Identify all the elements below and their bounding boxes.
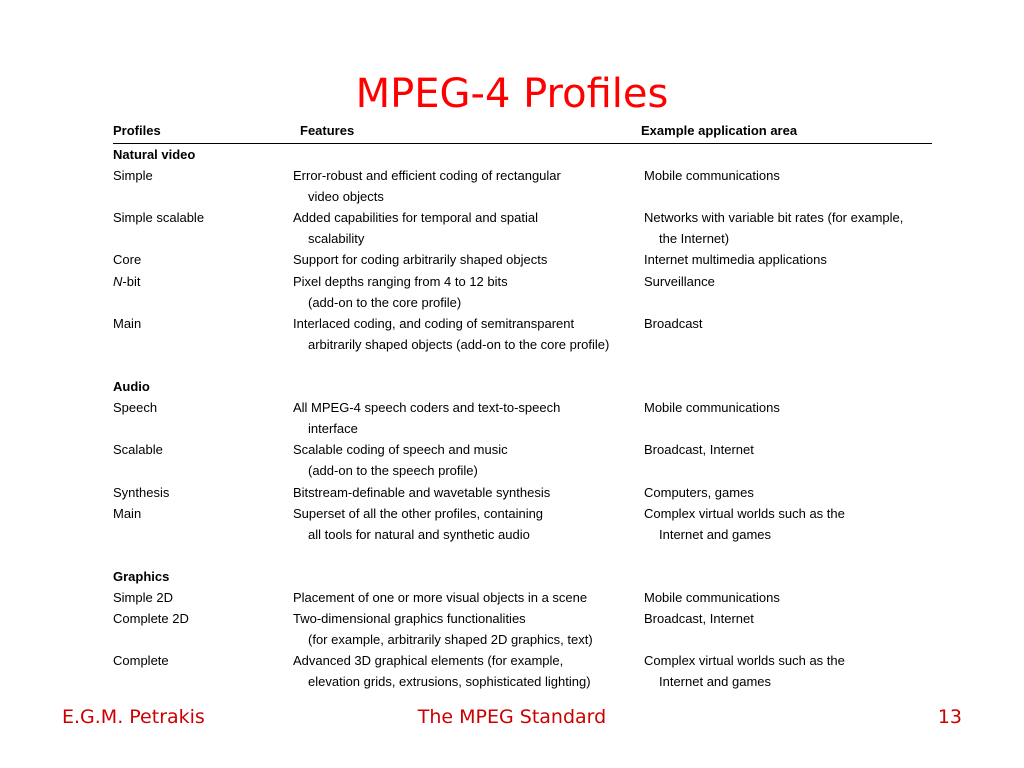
table-row: [113, 249, 932, 270]
application-line: the Internet): [659, 231, 730, 247]
section-heading-row: [113, 376, 932, 397]
application-line: Broadcast, Internet: [644, 442, 754, 458]
application-area: [644, 482, 754, 503]
application-area: [644, 249, 827, 270]
profile-name-text: -bit: [122, 273, 141, 289]
table-row: [113, 397, 932, 439]
profile-name: [113, 608, 189, 629]
header-profiles: Profiles: [113, 123, 161, 138]
table-row: [113, 608, 932, 650]
features-line: Superset of all the other profiles, containing: [293, 505, 544, 521]
profile-name: [113, 249, 141, 270]
profile-name: [113, 313, 141, 334]
profile-name-text: Core: [113, 252, 142, 268]
profile-name: [113, 397, 157, 418]
application-area: [644, 397, 780, 418]
application-line: Complex virtual worlds such as the: [644, 505, 845, 521]
profile-name: [113, 503, 141, 524]
section-heading: Audio: [113, 379, 150, 395]
section-heading-row: [113, 144, 932, 165]
application-line: Broadcast: [644, 315, 703, 331]
table-row: [113, 587, 932, 608]
header-features: Features: [300, 123, 355, 138]
table-row: [113, 650, 932, 692]
table-row: [113, 503, 932, 545]
application-line: Broadcast, Internet: [644, 611, 754, 627]
application-line: Complex virtual worlds such as the: [644, 653, 845, 669]
application-area: [644, 207, 903, 249]
application-line: Computers, games: [644, 484, 754, 500]
section-spacer: [113, 545, 932, 566]
profile-features: [293, 249, 547, 270]
features-line: Error-robust and efficient coding of rectangular: [293, 168, 561, 184]
application-area: [644, 271, 715, 292]
profile-features: [293, 271, 508, 313]
profile-name: [113, 271, 140, 292]
features-line: Interlaced coding, and coding of semitransparent: [293, 315, 575, 331]
profile-name: [113, 482, 169, 503]
features-line: Support for coding arbitrarily shaped objects: [293, 252, 548, 268]
profile-features: [293, 207, 538, 249]
profiles-table: [113, 120, 932, 692]
features-line: elevation grids, extrusions, sophisticated lighting): [308, 674, 591, 690]
profile-name-text: Complete 2D: [113, 611, 189, 627]
section-heading: Graphics: [113, 568, 170, 584]
features-line: (add-on to the speech profile): [308, 463, 478, 479]
application-line: Mobile communications: [644, 400, 780, 416]
profile-name: [113, 165, 153, 186]
profile-features: [293, 439, 508, 481]
profile-name: [113, 439, 163, 460]
profile-name-text: Simple 2D: [113, 589, 173, 605]
table-row: [113, 313, 932, 355]
features-line: video objects: [308, 189, 384, 205]
application-area: [644, 503, 845, 545]
profile-name-text: Simple: [113, 168, 153, 184]
profile-name-italic-part: N: [113, 273, 123, 289]
table-row: [113, 271, 932, 313]
table-header: [113, 120, 932, 144]
profile-features: [293, 482, 550, 503]
footer-author: E.G.M. Petrakis: [62, 706, 205, 728]
profile-name: [113, 650, 169, 671]
profile-name: [113, 587, 173, 608]
application-area: [644, 165, 780, 186]
features-line: (for example, arbitrarily shaped 2D graphics, text): [308, 632, 593, 648]
features-line: scalability: [308, 231, 365, 247]
features-line: (add-on to the core profile): [308, 294, 462, 310]
application-line: Internet multimedia applications: [644, 252, 827, 268]
features-line: arbitrarily shaped objects (add-on to the core profile): [308, 336, 610, 352]
features-line: Bitstream-definable and wavetable synthesis: [293, 484, 551, 500]
section-spacer: [113, 355, 932, 376]
features-line: interface: [308, 421, 358, 437]
profile-features: [293, 650, 591, 692]
profile-features: [293, 165, 561, 207]
features-line: Advanced 3D graphical elements (for example,: [293, 653, 564, 669]
profile-features: [293, 503, 543, 545]
profile-features: [293, 313, 609, 355]
application-area: [644, 439, 754, 460]
application-line: Mobile communications: [644, 589, 780, 605]
profile-name-text: Main: [113, 315, 142, 331]
profile-name-text: Main: [113, 505, 142, 521]
profile-features: [293, 587, 587, 608]
application-line: Networks with variable bit rates (for example,: [644, 210, 904, 226]
table-row: [113, 165, 932, 207]
features-line: Two-dimensional graphics functionalities: [293, 611, 526, 627]
application-area: [644, 587, 780, 608]
profile-name: [113, 207, 204, 228]
section-heading-row: [113, 566, 932, 587]
application-line: Mobile communications: [644, 168, 780, 184]
profile-name-text: Complete: [113, 653, 169, 669]
profile-name-text: Simple scalable: [113, 210, 205, 226]
header-application-area: Example application area: [641, 123, 798, 138]
footer-topic: The MPEG Standard: [417, 706, 607, 728]
application-area: [644, 313, 703, 334]
features-line: Scalable coding of speech and music: [293, 442, 508, 458]
features-line: Pixel depths ranging from 4 to 12 bits: [293, 273, 508, 289]
profile-name-text: Scalable: [113, 442, 163, 458]
profile-name-text: Speech: [113, 400, 158, 416]
features-line: Placement of one or more visual objects in a scene: [293, 589, 588, 605]
features-line: All MPEG-4 speech coders and text-to-speech: [293, 400, 561, 416]
profile-name-text: Synthesis: [113, 484, 170, 500]
table-row: [113, 439, 932, 481]
table-body: [113, 144, 932, 692]
application-line: Internet and games: [659, 674, 772, 690]
table-row: [113, 207, 932, 249]
table-row: [113, 482, 932, 503]
slide-footer: [0, 702, 1024, 732]
profile-features: [293, 608, 593, 650]
footer-page-number: 13: [937, 706, 962, 728]
profile-features: [293, 397, 560, 439]
application-area: [644, 650, 845, 692]
application-line: Internet and games: [659, 526, 772, 542]
features-line: Added capabilities for temporal and spatial: [293, 210, 538, 226]
application-area: [644, 608, 754, 629]
slide-title: MPEG-4 Profiles: [355, 71, 669, 117]
section-heading: Natural video: [113, 147, 196, 162]
features-line: all tools for natural and synthetic audio: [308, 526, 530, 542]
application-line: Surveillance: [644, 273, 715, 289]
